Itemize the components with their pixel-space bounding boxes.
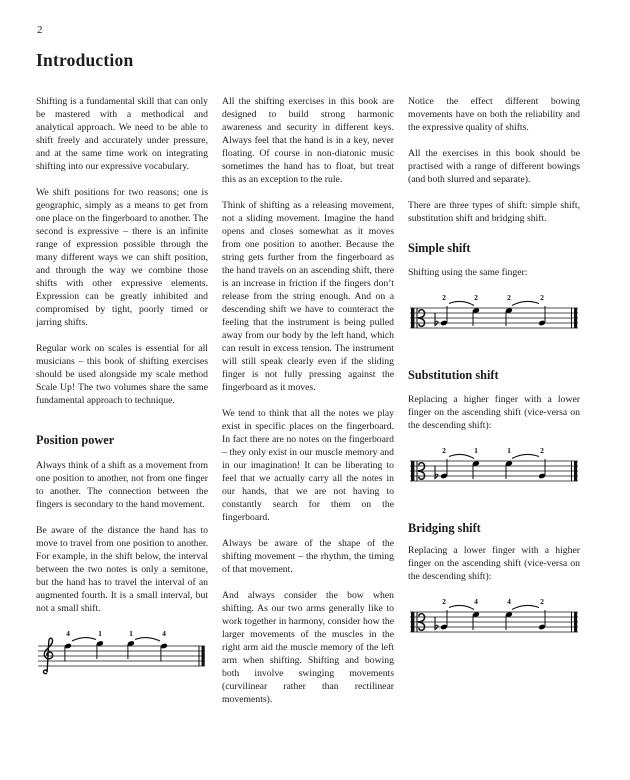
slur [512,605,539,609]
paragraph: Always be aware of the shape of the shifting movement – the rhythm, the timing of that movement. [222,538,394,575]
staff-lines [38,646,205,666]
music-staff-substitution-shift [408,445,580,495]
section-heading-simple-shift: Simple shift [408,241,471,255]
caption: Replacing a higher finger with a lower finger on the ascending shift (vice-versa on the descending shift): [408,394,580,431]
page-title: Introduction [36,50,134,70]
slur [72,638,96,641]
paragraph: We tend to think that all the notes we play exist in specific places on the fingerboard. In fact there are no notes on the fingerboard – they only exist in our muscle memory and in our imagination! It can be liberating to feel that we actually carry all the notes in our hands, that we are not having to constantly search for them on the fingerboard. [222,408,394,523]
column-1 [36,95,208,719]
barline-thick [574,612,577,632]
caption: Replacing a lower finger with a higher finger on the ascending shift (vice-versa on the descending shift): [408,545,580,582]
alto-clef-curl [418,614,425,622]
slur [512,301,539,305]
alto-clef-bar [411,461,414,481]
paragraph: Be aware of the distance the hand has to move to travel from one position to another. For example, in the shift below, the interval between the two notes is only a semitone, but the hand has to travel the interval of an augmented fourth. It is a small interval, but not a small shift. [36,525,208,614]
fingering-number: 2 [507,293,511,302]
section-heading-position-power: Position power [36,433,115,447]
fingering-number: 4 [474,597,478,606]
page-number: 2 [37,24,43,36]
flat-icon [435,617,438,630]
slur [449,301,474,305]
fingering-number: 2 [474,293,478,302]
paragraph: We shift positions for two reasons; one is geographic, simply as a means to get from one place on the fingerboard to another. The second is expressive – there is an infinite range of expression possible through the many different ways we can shift position, and through the way we combine those shifts with other expressive elements. Expression can be greatly inhibited and compromised by tight, poorly timed or jarring shifts. [36,187,208,328]
fingering-number: 1 [98,629,102,638]
barline-thick [202,646,205,666]
fingering-number: 1 [474,446,478,455]
fingering-number: 2 [442,446,446,455]
paragraph: Regular work on scales is essential for all musicians – this book of shifting exercises should be used alongside my scale method Scale Up! The two volumes share the same fundamental approach to technique. [36,343,208,406]
fingering-number: 1 [129,629,133,638]
fingering-number: 4 [162,629,166,638]
fingering-number: 4 [66,629,70,638]
alto-clef-bar [411,308,414,328]
fingering-number: 2 [540,446,544,455]
music-staff-bridging-shift [408,596,580,646]
fingering-number: 2 [442,293,446,302]
section-heading-substitution-shift: Substitution shift [408,368,499,382]
paragraph: There are three types of shift: simple shift, substitution shift and bridging shift. [408,200,580,224]
fingering-number: 2 [540,293,544,302]
paragraph: Think of shifting as a releasing movement, not a sliding movement. Imagine the hand opens and closes somewhat as it moves from one position to another. Because the string gets further from the fingerboard as the hand travels on an ascending shift, there is an increase in friction if the fingers don’t release from the string enough. And on a descending shift we have to counteract the feeling that the instrument is being pulled away from our body by the left hand, which can result in excess tension. The instrument will still speak clearly even if the sliding finger is not fully pressing against the fingerboard as it moves. [222,200,394,393]
music-staff-treble-example [36,628,208,680]
paragraph: Shifting is a fundamental skill that can only be mastered with a methodical and analytical approach. We need to be able to shift freely and accurately under pressure, and at the same time work on integrating shifting into our expressive vocabulary. [36,96,208,172]
paragraph: All the shifting exercises in this book are designed to build strong harmonic awareness and security in different keys. Always feel that the hand is in a key, never floating. Of course in non-diatonic music sometimes the hand has to float, but treat this as an exception to the rule. [222,96,394,185]
alto-clef-curl [418,318,425,326]
slur [135,638,160,641]
fingering-number: 2 [442,597,446,606]
alto-clef-curl [418,310,425,318]
fingering-number: 4 [507,597,511,606]
slur [512,454,539,458]
alto-clef-curl [418,622,425,630]
flat-icon [435,466,438,479]
barline-thick [574,308,577,328]
fingering-number: 2 [540,597,544,606]
barline-thick [574,461,577,481]
text-columns [36,95,580,719]
section-heading-bridging-shift: Bridging shift [408,521,481,535]
slur [449,454,474,458]
column-2 [222,95,394,719]
paragraph: And always consider the bow when shifting. As our two arms generally like to work together in harmony, consider how the larger movements of the muscles in the right arm aid the muscle memory of the left arm when shifting. Shifting and bowing both involve swinging movements (curvilinear rather than rectilinear movements). [222,590,394,705]
caption: Shifting using the same finger: [408,267,528,278]
flat-icon [435,313,438,326]
music-staff-simple-shift [408,292,580,342]
column-3 [408,95,580,719]
alto-clef-curl [418,463,425,471]
slur [449,605,474,609]
paragraph: Notice the effect different bowing movements have on both the reliability and the expressive quality of shifts. [408,96,580,133]
fingering-number: 1 [507,446,511,455]
alto-clef-bar [411,612,414,632]
paragraph: Always think of a shift as a movement from one position to another, not from one finger to another. The connection between the fingers is secondary to the hand movement. [36,460,208,510]
alto-clef-curl [418,471,425,479]
paragraph: All the exercises in this book should be practised with a range of different bowings (and both slurred and separate). [408,148,580,185]
